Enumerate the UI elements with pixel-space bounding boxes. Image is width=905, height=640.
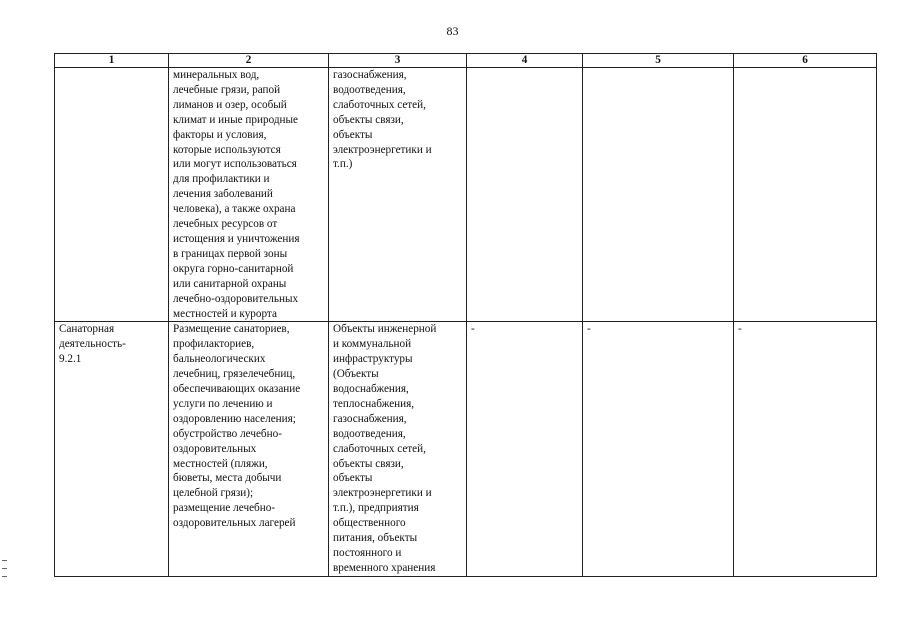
cell-col5: - <box>583 322 734 576</box>
cell-text-line: минеральных вод, <box>173 69 260 81</box>
cell-text-line: 9.2.1 <box>59 353 82 366</box>
column-header-2: 2 <box>169 54 329 68</box>
cell-text-line: постоянного и <box>333 547 402 559</box>
cell-text-line: оздоровительных лагерей <box>173 517 296 530</box>
cell-activity-description <box>169 68 329 322</box>
cell-text-line: электроэнергетики и <box>333 487 432 500</box>
cell-text-line: климат и иные природные <box>173 113 299 126</box>
cell-text-line: или могут использоваться <box>173 158 297 171</box>
cell-text-line: целебной грязи); <box>173 487 254 500</box>
cell-text-line: размещение лечебно- <box>173 502 276 515</box>
cell-text-line: слаботочных сетей, <box>333 98 426 111</box>
cell-text-line: лечения заболеваний <box>173 188 273 201</box>
cell-text-line: лечебных ресурсов от <box>173 218 278 231</box>
cell-activity-name <box>55 322 169 576</box>
cell-text-line: оздоровлению населения; <box>173 412 296 425</box>
cell-text-line: объекты связи, <box>333 113 404 126</box>
cell-activity-name <box>55 68 169 322</box>
cell-permitted-objects <box>329 322 467 576</box>
column-header-5: 5 <box>583 54 734 68</box>
column-header-4: 4 <box>467 54 583 68</box>
cell-text-line: профилакториев, <box>173 338 255 351</box>
cell-text-line: т.п.), предприятия <box>333 502 419 515</box>
cell-permitted-objects <box>329 68 467 322</box>
cell-text-line: местностей и курорта <box>173 307 277 320</box>
cell-text-line: питания, объекты <box>333 532 418 545</box>
cell-col4 <box>467 68 583 322</box>
cell-text-line: Санаторная <box>59 323 115 336</box>
table-header-row <box>55 54 877 68</box>
cell-text-line: Размещение санаториев, <box>173 323 290 336</box>
cell-text-line: объекты <box>333 128 373 141</box>
cell-text-line: человека), а также охрана <box>173 203 296 216</box>
cell-text-line: округа горно-санитарной <box>173 262 294 275</box>
cell-text-line: бюветы, места добычи <box>173 472 282 485</box>
cell-col4: - <box>467 322 583 576</box>
cell-text-line: объекты <box>333 472 373 485</box>
cell-text-line: лечебно-оздоровительных <box>173 292 299 305</box>
cell-text-line: общественного <box>333 517 406 530</box>
column-header-6: 6 <box>734 54 877 68</box>
cell-text-line: деятельность- <box>59 338 126 351</box>
cell-text-line: (Объекты <box>333 368 379 381</box>
cell-text-line: Объекты инженерной <box>333 323 437 336</box>
cell-col6 <box>734 68 877 322</box>
cell-text-line: т.п.) <box>333 158 353 171</box>
column-header-3: 3 <box>329 54 467 68</box>
cell-text-line: электроэнергетики и <box>333 143 432 156</box>
cell-text-line: бальнеологических <box>173 353 266 366</box>
cell-text-line: водоотведения, <box>333 83 406 96</box>
cell-text-line: в границах первой зоны <box>173 247 288 260</box>
cell-text-line: местностей (пляжи, <box>173 457 268 470</box>
column-header-1: 1 <box>55 54 169 68</box>
page-number: 83 <box>446 24 459 38</box>
cell-text-line: водоотведения, <box>333 427 406 440</box>
cell-text-line: слаботочных сетей, <box>333 442 426 455</box>
cell-text-line: обустройство лечебно- <box>173 427 282 440</box>
cell-text-line: временного хранения <box>333 561 436 574</box>
cell-text-line: услуги по лечению и <box>173 397 273 410</box>
cell-text-line: объекты связи, <box>333 457 404 470</box>
cell-text-line: и коммунальной <box>333 338 412 351</box>
cell-text-line: которые используются <box>173 143 281 156</box>
cell-text-line: инфраструктуры <box>333 353 413 366</box>
cell-text-line: обеспечивающих оказание <box>173 383 301 396</box>
cell-text-line: для профилактики и <box>173 173 270 186</box>
cell-col5 <box>583 68 734 322</box>
cell-text-line: лиманов и озер, особый <box>173 98 287 111</box>
cell-text-line: оздоровительных <box>173 442 257 455</box>
cell-text-line: факторы и условия, <box>173 128 267 141</box>
land-use-table <box>54 53 877 577</box>
cell-text-line: лечебниц, грязелечебниц, <box>173 368 296 381</box>
table-row <box>55 322 877 576</box>
cell-col6: - <box>734 322 877 576</box>
cell-text-line: теплоснабжения, <box>333 397 415 410</box>
cell-text-line: истощения и уничтожения <box>173 232 300 245</box>
cell-text-line: газоснабжения, <box>333 69 407 81</box>
margin-marks <box>2 560 8 584</box>
cell-activity-description <box>169 322 329 576</box>
table-row <box>55 68 877 322</box>
cell-text-line: лечебные грязи, рапой <box>173 83 281 96</box>
cell-text-line: водоснабжения, <box>333 383 409 396</box>
cell-text-line: или санитарной охраны <box>173 277 287 290</box>
cell-text-line: газоснабжения, <box>333 412 407 425</box>
